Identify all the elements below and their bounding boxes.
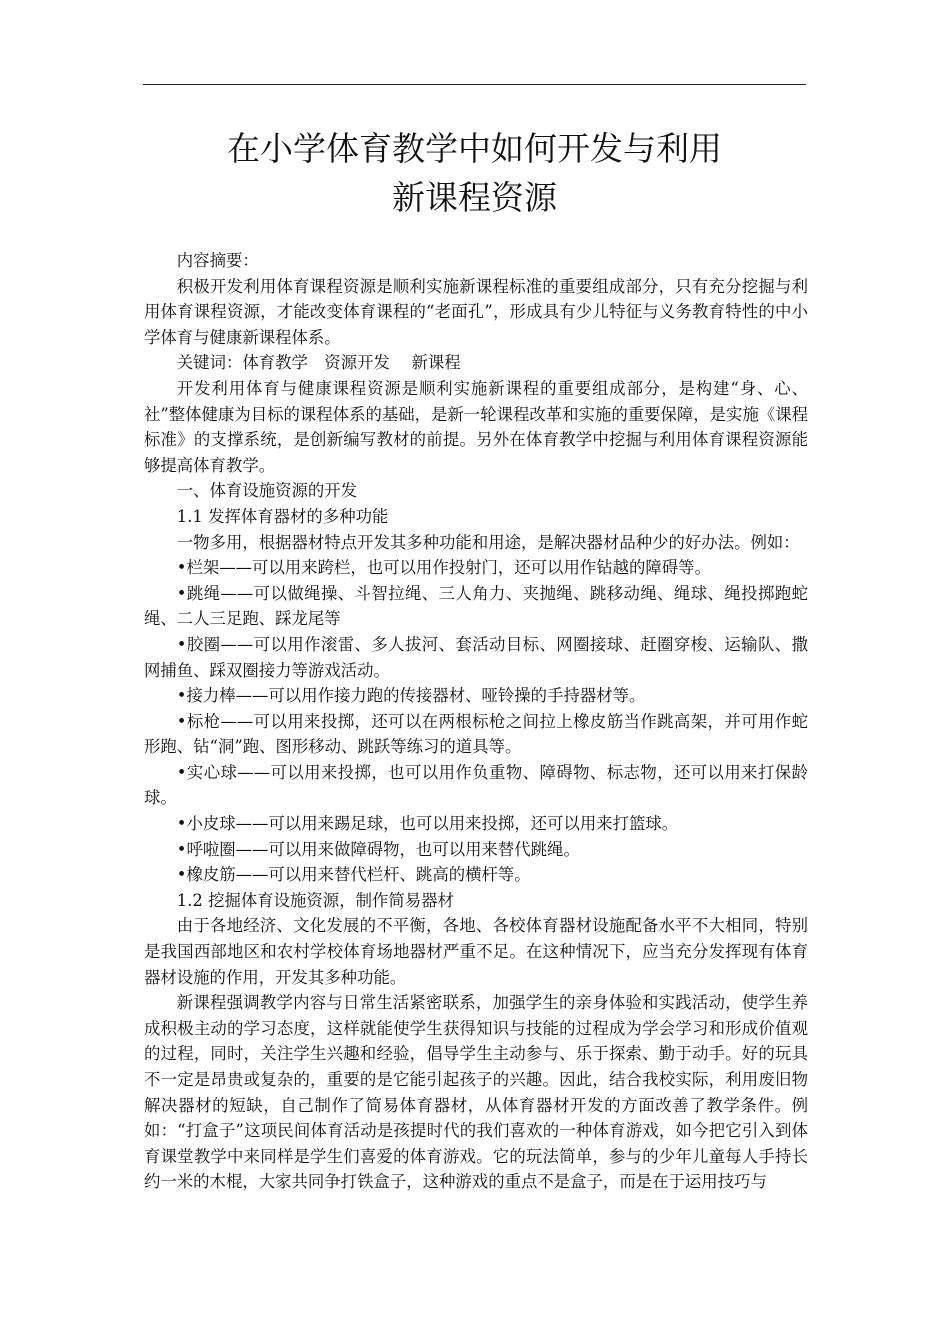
bullet-item: •小皮球——可以用来踢足球，也可以用来投掷，还可以用来打篮球。 [176,814,679,834]
document-body [144,248,808,1195]
section-heading-1: 一、体育设施资源的开发 [176,481,358,501]
subsection-heading-1-2: 1.2 挖掘体育设施资源，制作简易器材 [176,890,454,910]
paragraph: 一物多用，根据器材特点开发其多种功能和用途，是解决器材品种少的好办法。例如： [176,532,800,552]
keywords-line: 关键词：体育教学 资源开发 新课程 [176,353,461,373]
intro-paragraph: 开发利用体育与健康课程资源是顺利实施新课程的重要组成部分，是构建“身、心、社”整体健康为目标的课程体系的基础，是新一轮课程改革和实施的重要保障，是实施《课程标准》的支撑系统，是创新编写教材的前提。另外在体育教学中挖掘与利用体育课程资源能够提高体育教学。 [144,378,809,475]
title-line-1: 在小学体育教学中如何开发与利用 [227,129,722,168]
document-title [143,124,806,222]
bullet-item: •实心球——可以用来投掷，也可以用作负重物、障碍物、标志物，还可以用来打保龄球。 [144,762,808,808]
title-line-2: 新课程资源 [392,178,557,217]
subsection-heading-1-1: 1.1 发挥体育器材的多种功能 [176,506,389,526]
bullet-item: •栏架——可以用来跨栏，也可以用作投射门，还可以用作钻越的障碍等。 [176,558,711,578]
abstract-text: 积极开发利用体育课程资源是顺利实施新课程标准的重要组成部分，只有充分挖掘与利用体育课程资源，才能改变体育课程的“老面孔”，形成具有少儿特征与义务教育特性的中小学体育与健康新课程体系。 [144,276,808,347]
paragraph: 由于各地经济、文化发展的不平衡，各地、各校体育器材设施配备水平不大相同，特别是我国西部地区和农村学校体育场地器材严重不足。在这种情况下，应当充分发挥现有体育器材设施的作用，开发其多种功能。 [144,916,808,987]
bullet-item: •呼啦圈——可以用来做障碍物，也可以用来替代跳绳。 [176,839,580,859]
abstract-heading: 内容摘要： [176,251,259,270]
bullet-item: •跳绳——可以做绳操、斗智拉绳、三人角力、夹抛绳、跳移动绳、绳球、绳投掷跑蛇绳、二人三足跑、踩龙尾等 [144,583,808,629]
header-rule [143,84,806,85]
bullet-item: •胶圈——可以用作滚雷、多人拔河、套活动目标、网圈接球、赶圈穿梭、运输队、撒网捕鱼、踩双圈接力等游戏活动。 [144,634,808,680]
bullet-item: •橡皮筋——可以用来替代栏杆、跳高的横杆等。 [176,865,531,885]
bullet-item: •标枪——可以用来投掷，还可以在两根标枪之间拉上橡皮筋当作跳高架，并可用作蛇形跑、钻“洞”跑、图形移动、跳跃等练习的道具等。 [144,711,808,757]
paragraph: 新课程强调教学内容与日常生活紧密联系，加强学生的亲身体验和实践活动，使学生养成积极主动的学习态度，这样就能使学生获得知识与技能的过程成为学会学习和形成价值观的过程，同时，关注学生兴趣和经验，倡导学生主动参与、乐于探索、勤于动手。好的玩具不一定是昂贵或复杂的，重要的是它能引起孩子的兴趣。因此，结合我校实际，利用废旧物解决器材的短缺，自己制作了简易体育器材，从体育器材开发的方面改善了教学条件。例如：“打盒子”这项民间体育活动是孩提时代的我们喜欢的一种体育游戏，如今把它引入到体育课堂教学中来同样是学生们喜爱的体育游戏。它的玩法简单，参与的少年儿童每人手持长约一米的木棍，大家共同争打铁盒子，这种游戏的重点不是盒子，而是在于运用技巧与 [144,993,808,1192]
bullet-item: •接力棒——可以用作接力跑的传接器材、哑铃操的手持器材等。 [176,686,646,706]
